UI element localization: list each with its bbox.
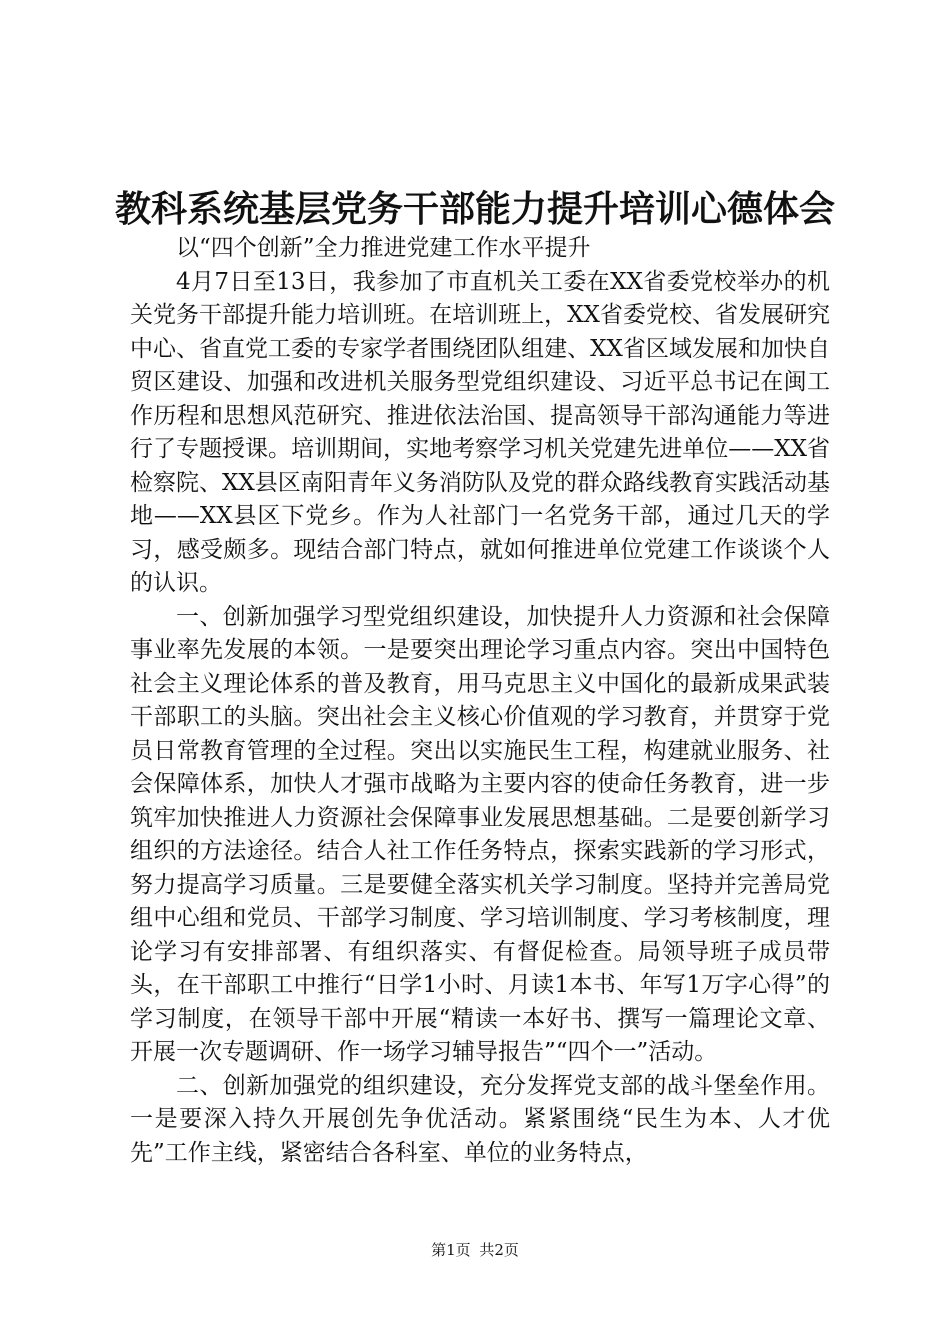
page-footer bbox=[0, 1240, 950, 1260]
body-paragraph: 一、创新加强学习型党组织建设，加快提升人力资源和社会保障事业率先发展的本领。一是要突出理论学习重点内容。突出中国特色社会主义理论体系的普及教育，用马克思主义中国化的最新成果武装干部职工的头脑。突出社会主义核心价值观的学习教育，并贯穿于党员日常教育管理的全过程。突出以实施民生工程，构建就业服务、社会保障体系，加快人才强市战略为主要内容的使命任务教育，进一步筑牢加快推进人力资源社会保障事业发展思想基础。二是要创新学习组织的方法途径。结合人社工作任务特点，探索实践新的学习形式，努力提高学习质量。三是要健全落实机关学习制度。坚持并完善局党组中心组和党员、干部学习制度、学习培训制度、学习考核制度，理论学习有安排部署、有组织落实、有督促检查。局领导班子成员带头，在干部职工中推行“日学1小时、月读1本书、年写1万字心得”的学习制度，在领导干部中开展“精读一本好书、撰写一篇理论文章、开展一次专题调研、作一场学习辅导报告”“四个一”活动。 bbox=[130, 603, 830, 1065]
page-number: 第1页 bbox=[431, 1241, 471, 1259]
body-paragraph: 4月7日至13日，我参加了市直机关工委在XX省委党校举办的机关党务干部提升能力培训班。在培训班上，XX省委党校、省发展研究中心、省直党工委的专家学者围绕团队组建、XX省区域发展和加快自贸区建设、加强和改进机关服务型党组织建设、习近平总书记在闽工作历程和思想风范研究、推进依法治国、提高领导干部沟通能力等进行了专题授课。培训期间，实地考察学习机关党建先进单位——XX省检察院、XX县区南阳青年义务消防队及党的群众路线教育实践活动基地——XX县区下党乡。作为人社部门一名党务干部，通过几天的学习，感受颇多。现结合部门特点，就如何推进单位党建工作谈谈个人的认识。 bbox=[130, 268, 830, 596]
body-paragraph: 二、创新加强党的组织建设，充分发挥党支部的战斗堡垒作用。一是要深入持久开展创先争优活动。紧紧围绕“民生为本、人才优先”工作主线，紧密结合各科室、单位的业务特点， bbox=[130, 1072, 830, 1166]
page-total: 共2页 bbox=[479, 1241, 519, 1259]
subtitle-paragraph: 以“四个创新”全力推进党建工作水平提升 bbox=[176, 235, 591, 261]
document-title: 教科系统基层党务干部能力提升培训心德体会 bbox=[114, 188, 835, 230]
document-body bbox=[130, 232, 830, 1170]
